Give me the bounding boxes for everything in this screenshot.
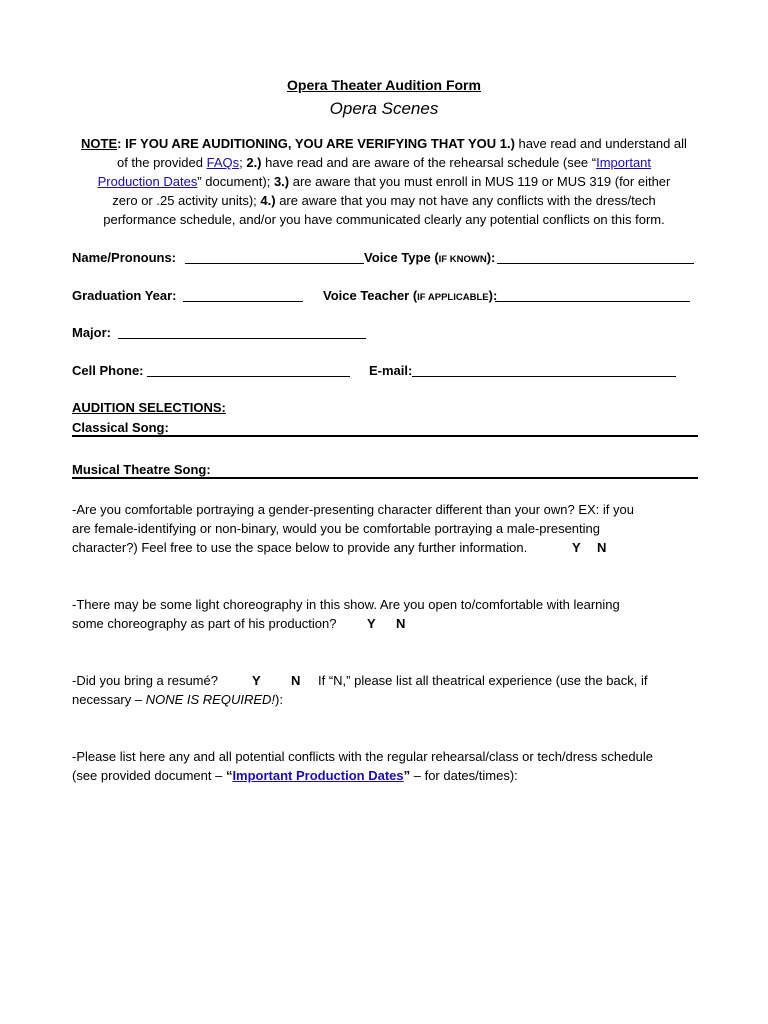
voice-type-qualifier: IF KNOWN xyxy=(438,254,487,265)
note-bold-text: 3.) xyxy=(273,174,290,189)
note-text: ; xyxy=(239,155,247,170)
audition-heading: AUDITION SELECTIONS: xyxy=(72,400,226,415)
quote-mark: ” xyxy=(403,768,411,783)
note-line-5: performance schedule, and/or you have communicated clearly any potential conflicts on this form. xyxy=(103,212,665,227)
grad-year-label: Graduation Year: xyxy=(72,288,177,303)
musical-theatre-label: Musical Theatre Song: xyxy=(72,462,211,477)
resume-no-option[interactable]: N xyxy=(291,673,301,688)
conflicts-line-text: – for dates/times): xyxy=(410,768,518,783)
gender-yes-option[interactable]: Y xyxy=(572,540,581,555)
important-dates-link[interactable]: Important xyxy=(596,155,652,170)
note-text: are aware that you must enroll in MUS 119 or MUS 319 (for either xyxy=(289,174,671,189)
question-conflicts-line-2 xyxy=(72,766,518,785)
voice-teacher-label xyxy=(323,286,497,307)
cell-phone-field[interactable] xyxy=(147,376,350,377)
question-choreo-line-1: -There may be some light choreography in this show. Are you open to/comfortable with learning xyxy=(72,597,620,612)
choreo-yes-option[interactable]: Y xyxy=(367,616,376,631)
cell-phone-label: Cell Phone: xyxy=(72,363,144,378)
note-text: have read and are aware of the rehearsal schedule (see “ xyxy=(261,155,597,170)
conflicts-answer-area[interactable] xyxy=(72,795,698,995)
voice-teacher-text: ): xyxy=(488,288,498,303)
question-conflicts-line-1: -Please list here any and all potential conflicts with the regular rehearsal/class or tech/dress schedule xyxy=(72,749,653,764)
choreo-no-option[interactable]: N xyxy=(396,616,406,631)
musical-theatre-field[interactable] xyxy=(72,477,698,479)
voice-teacher-qualifier: IF APPLICABLE xyxy=(417,292,489,303)
resume-line-text: necessary – xyxy=(72,692,146,707)
email-label: E-mail: xyxy=(369,363,413,378)
question-choreo-line-2: some choreography as part of his production? xyxy=(72,616,337,631)
grad-year-field[interactable] xyxy=(183,301,303,302)
note-label: NOTE xyxy=(81,136,118,151)
major-label: Major: xyxy=(72,325,111,340)
important-production-dates-link[interactable]: Important Production Dates xyxy=(232,768,404,783)
quote-mark: “ xyxy=(225,768,233,783)
name-field[interactable] xyxy=(185,263,364,264)
faqs-link[interactable]: FAQs xyxy=(206,155,240,170)
note-bold-text: 4.) xyxy=(260,193,276,208)
voice-type-label xyxy=(364,248,495,269)
production-dates-link[interactable]: Production Dates xyxy=(97,174,198,189)
note-text: have read and understand all xyxy=(514,136,687,151)
classical-song-label: Classical Song: xyxy=(72,420,169,435)
voice-type-text: Voice Type ( xyxy=(364,250,439,265)
note-bold-text: : IF YOU ARE AUDITIONING, YOU ARE VERIFYING THAT YOU 1.) xyxy=(117,136,515,151)
conflicts-line-text: (see provided document – xyxy=(72,768,226,783)
question-gender-line-3: character?) Feel free to use the space below to provide any further information. xyxy=(72,540,528,555)
voice-type-field[interactable] xyxy=(497,263,694,264)
voice-type-text: ): xyxy=(486,250,496,265)
major-field[interactable] xyxy=(118,338,366,339)
note-text: zero or .25 activity units); xyxy=(112,193,261,208)
note-text: are aware that you may not have any conflicts with the dress/tech xyxy=(275,193,656,208)
email-field[interactable] xyxy=(412,376,676,377)
voice-teacher-field[interactable] xyxy=(495,301,690,302)
form-subtitle: Opera Scenes xyxy=(329,99,439,118)
note-text: of the provided xyxy=(116,155,207,170)
question-resume-line-2 xyxy=(72,690,283,709)
none-required-text: NONE IS REQUIRED! xyxy=(145,692,275,707)
name-label: Name/Pronouns: xyxy=(72,250,177,265)
note-bold-text: 2.) xyxy=(246,155,262,170)
classical-song-field[interactable] xyxy=(72,435,698,437)
resume-yes-option[interactable]: Y xyxy=(252,673,261,688)
gender-no-option[interactable]: N xyxy=(597,540,607,555)
note-line-4 xyxy=(0,191,768,210)
question-gender-line-2: are female-identifying or non-binary, would you be comfortable portraying a male-presenting xyxy=(72,521,600,536)
note-line-3 xyxy=(0,172,768,191)
question-resume-followup: If “N,” please list all theatrical experience (use the back, if xyxy=(318,673,648,688)
note-line-1 xyxy=(0,134,768,153)
resume-line-text: ): xyxy=(275,692,283,707)
question-resume-text: -Did you bring a resumé? xyxy=(72,673,218,688)
form-title: Opera Theater Audition Form xyxy=(287,77,481,93)
note-text: ” document); xyxy=(197,174,274,189)
question-gender-line-1: -Are you comfortable portraying a gender-presenting character different than your own? EX: if you xyxy=(72,502,634,517)
note-line-2 xyxy=(0,153,768,172)
voice-teacher-text: Voice Teacher ( xyxy=(323,288,418,303)
